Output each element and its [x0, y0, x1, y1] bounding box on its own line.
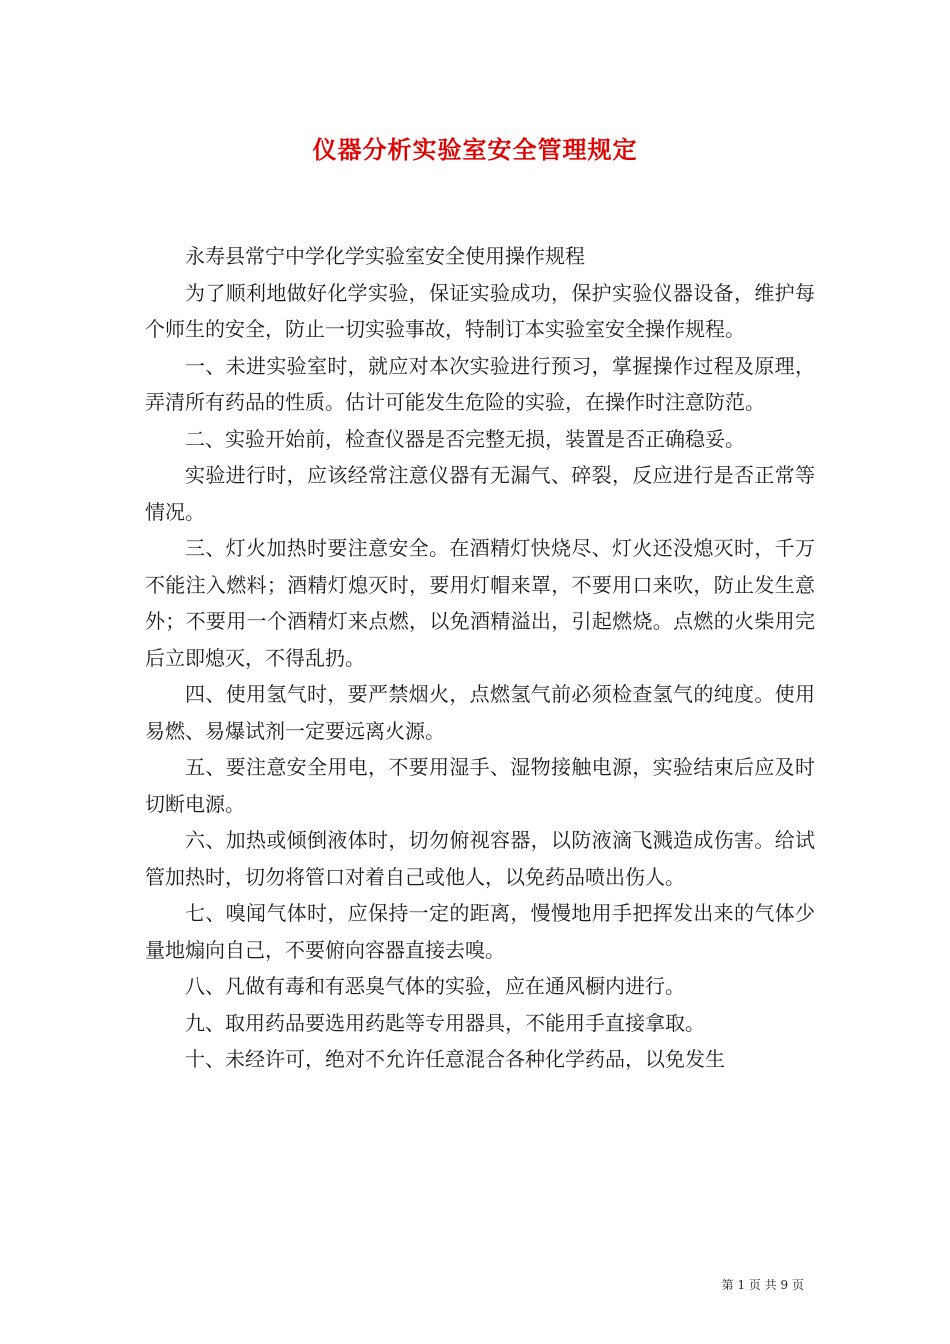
paragraph-rule-8: 八、凡做有毒和有恶臭气体的实验，应在通风橱内进行。 [185, 974, 685, 998]
paragraph-rule-3: 三、灯火加热时要注意安全。在酒精灯快烧尽、灯火还没熄灭时，千万不能注入燃料；酒精灯熄灭时，要用灯帽来罩，不要用口来吹，防止发生意外；不要用一个酒精灯来点燃，以免酒精溢出，引起燃烧。点燃的火柴用完后立即熄灭，不得乱扔。 [145, 536, 815, 670]
paragraph-rule-1: 一、未进实验室时，就应对本次实验进行预习，掌握操作过程及原理，弄清所有药品的性质。估计可能发生危险的实验，在操作时注意防范。 [145, 353, 815, 414]
paragraph-intro: 为了顺利地做好化学实验，保证实验成功，保护实验仪器设备，维护每个师生的安全，防止一切实验事故，特制订本实验室安全操作规程。 [145, 280, 815, 341]
paragraph-rule-7: 七、嗅闻气体时，应保持一定的距离，慢慢地用手把挥发出来的气体少量地煽向自己，不要俯向容器直接去嗅。 [145, 901, 815, 962]
paragraph-rule-9: 九、取用药品要选用药匙等专用器具，不能用手直接拿取。 [185, 1010, 705, 1035]
paragraph-rule-10: 十、未经许可，绝对不允许任意混合各种化学药品，以免发生 [185, 1047, 725, 1071]
paragraph-rule-5: 五、要注意安全用电，不要用湿手、湿物接触电源，实验结束后应及时切断电源。 [145, 755, 815, 816]
page-number: 第 1 页 共 9 页 [721, 1278, 804, 1292]
paragraph-rule-2: 二、实验开始前，检查仪器是否完整无损，装置是否正确稳妥。 [185, 426, 745, 451]
paragraph-subtitle: 永寿县常宁中学化学实验室安全使用操作规程 [185, 244, 585, 268]
document-title: 仪器分析实验室安全管理规定 [312, 135, 638, 164]
document-body [145, 238, 815, 1078]
paragraph-rule-4: 四、使用氢气时，要严禁烟火，点燃氢气前必须检查氢气的纯度。使用易燃、易爆试剂一定要远离火源。 [145, 682, 815, 743]
paragraph-rule-6: 六、加热或倾倒液体时，切勿俯视容器，以防液滴飞溅造成伤害。给试管加热时，切勿将管口对着自己或他人，以免药品喷出伤人。 [145, 828, 815, 889]
paragraph-rule-2-cont: 实验进行时，应该经常注意仪器有无漏气、碎裂，反应进行是否正常等情况。 [145, 463, 815, 524]
